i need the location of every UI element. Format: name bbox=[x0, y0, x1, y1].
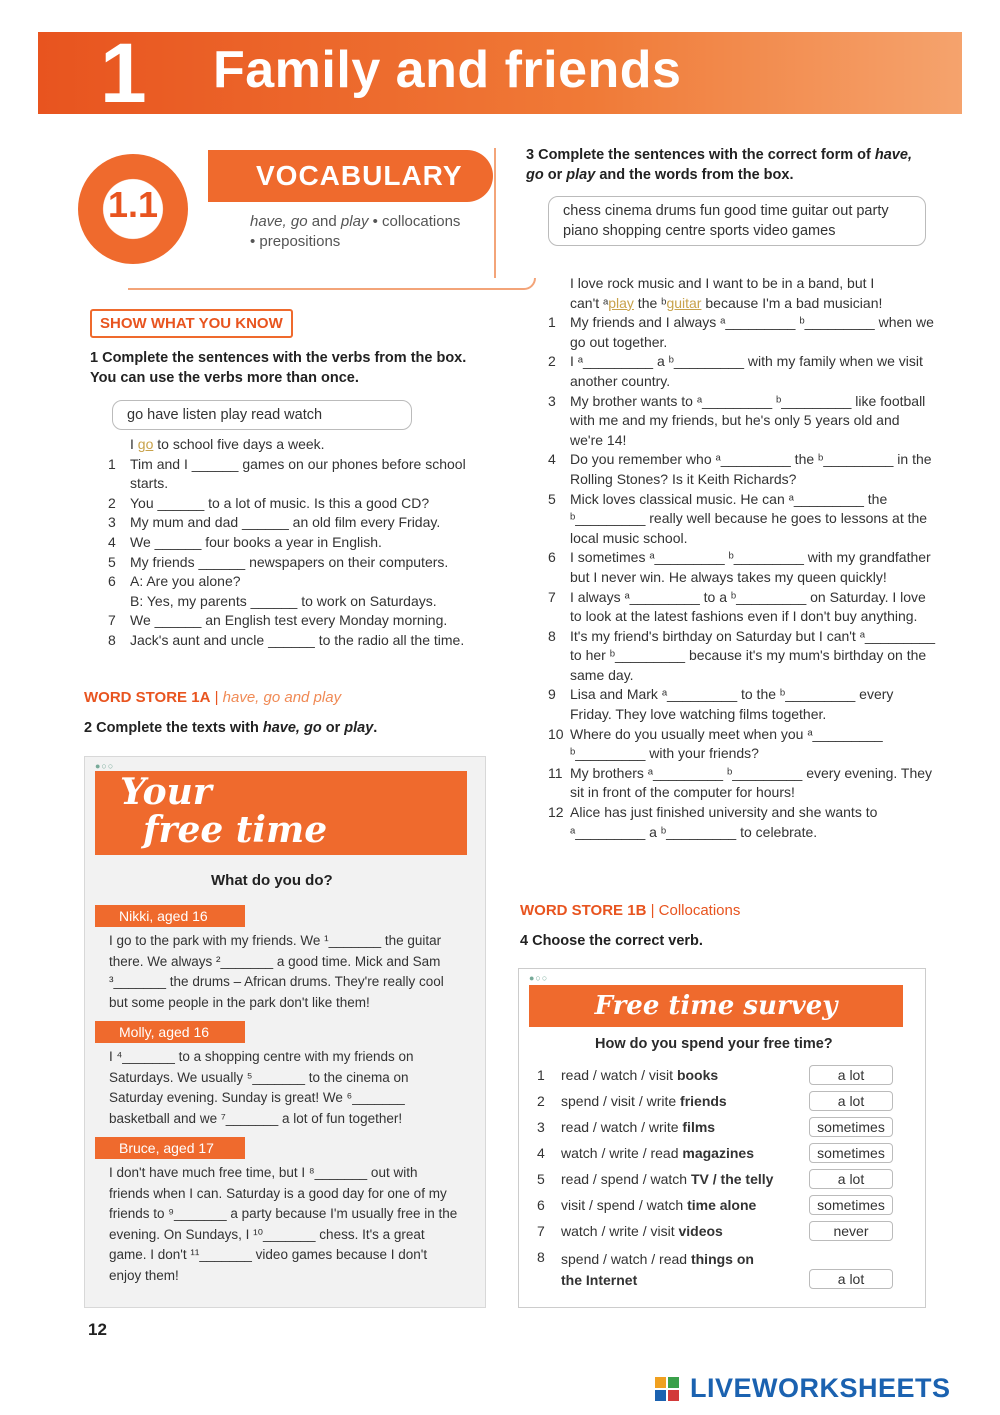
item-number: 5 bbox=[548, 490, 556, 507]
persona-text[interactable]: I go to the park with my friends. We ¹_______ the guitar there. We always ²_______ a good time. Mick and Sam ³_______ the drums – African drums. They're really cool but some people in the park don't like them! bbox=[109, 933, 444, 1010]
row-number: 7 bbox=[537, 1223, 545, 1239]
persona-text[interactable]: I ⁴_______ to a shopping centre with my friends on Saturdays. We usually ⁵_______ to the cinema on Saturday evening. Sunday is great! We ⁶_______ basketball and we ⁷_______ a lot of fun together! bbox=[109, 1049, 414, 1126]
verb-options[interactable]: watch / write / read bbox=[561, 1145, 683, 1161]
example-answer: go bbox=[137, 436, 154, 452]
item-number: 6 bbox=[548, 549, 556, 566]
ex1-list bbox=[104, 435, 484, 651]
example-text: I love rock music and I want to be in a band, but I bbox=[570, 275, 875, 291]
item-number: 2 bbox=[548, 353, 556, 370]
example-text: because I'm a bad musician! bbox=[701, 294, 883, 311]
header-line1: Your bbox=[120, 771, 212, 813]
row-noun: films bbox=[682, 1119, 716, 1135]
instr-words: have, go bbox=[526, 147, 912, 183]
word-store-label: WORD STORE 1A bbox=[84, 689, 211, 706]
row-number: 3 bbox=[537, 1119, 545, 1135]
worksheet-page bbox=[38, 0, 962, 1415]
instr-text: . bbox=[373, 720, 378, 736]
row-number: 2 bbox=[537, 1093, 545, 1109]
persona-text[interactable]: I don't have much free time, but I ⁸_______ out with friends when I can. Saturday is a good day for one of my friends to ⁹_______ a party because I'm usually free in the evening. On Sundays, I ¹⁰_______ chess. It's a great game. I don't ¹¹_______ video games because I don't enjoy them! bbox=[109, 1165, 458, 1283]
item-text: My friends and I always ᵃ_________ ᵇ_________ when we go out together. bbox=[570, 314, 934, 350]
row-number: 8 bbox=[537, 1249, 545, 1265]
lesson-badge bbox=[78, 154, 188, 264]
answer-box[interactable]: sometimes bbox=[809, 1195, 893, 1215]
example-answer: play bbox=[608, 294, 634, 311]
word-store-label: WORD STORE 1B bbox=[520, 902, 647, 919]
word-store-1a-heading bbox=[84, 689, 341, 706]
ex4-instructions: 4 Choose the correct verb. bbox=[520, 933, 703, 949]
item-number: 12 bbox=[548, 804, 564, 821]
liveworksheets-brand: LIVEWORKSHEETS bbox=[690, 1373, 951, 1403]
ex3-item[interactable] bbox=[544, 490, 936, 549]
ex3-item[interactable] bbox=[544, 627, 936, 686]
verb-options[interactable]: watch / write / visit bbox=[561, 1223, 679, 1239]
topic-collocations: • collocations bbox=[368, 213, 461, 230]
ex3-item[interactable] bbox=[544, 450, 936, 489]
persona-molly: Molly, aged 16 bbox=[95, 1021, 245, 1043]
instr-words: have, go bbox=[262, 720, 322, 736]
instr-text: 2 Complete the texts with bbox=[84, 720, 263, 736]
row-number: 1 bbox=[537, 1067, 545, 1083]
verb-options[interactable]: visit / spend / watch bbox=[561, 1197, 688, 1213]
verb-options[interactable]: spend / visit / write bbox=[561, 1093, 681, 1109]
unit-banner bbox=[38, 26, 962, 120]
instr-text: 3 Complete the sentences with the correct form of bbox=[526, 147, 875, 163]
row-noun: TV / the telly bbox=[690, 1171, 774, 1187]
instr-words: play bbox=[566, 167, 596, 183]
item-text: My mum and dad ______ an old film every Friday. bbox=[130, 514, 441, 531]
show-what-you-know-label: SHOW WHAT YOU KNOW bbox=[90, 309, 293, 338]
survey-title: Free time survey bbox=[594, 991, 838, 1021]
window-dots-icon: ●○○ bbox=[529, 973, 549, 983]
ex1-item[interactable] bbox=[104, 553, 484, 573]
persona-nikki: Nikki, aged 16 bbox=[95, 905, 245, 927]
example-text: I bbox=[130, 436, 138, 452]
column-divider bbox=[494, 148, 496, 278]
your-free-time-panel bbox=[84, 756, 486, 1308]
item-number: 5 bbox=[108, 553, 116, 570]
row-number: 6 bbox=[537, 1197, 545, 1213]
item-number: 3 bbox=[548, 392, 556, 409]
ex1-instructions: 1 Complete the sentences with the verbs from the box. You can use the verbs more than once. bbox=[90, 350, 467, 386]
item-number: 7 bbox=[548, 588, 556, 605]
ex3-list bbox=[544, 274, 936, 842]
topic-and: and bbox=[307, 213, 341, 230]
example-text: to school five days a week. bbox=[153, 436, 325, 452]
lesson-code: 1.1 bbox=[107, 184, 159, 225]
window-dots-icon: ●○○ bbox=[95, 761, 115, 771]
verb-options[interactable]: read / spend / watch bbox=[561, 1171, 691, 1187]
instr-text: or bbox=[321, 720, 345, 736]
ex2-instructions bbox=[84, 718, 484, 738]
item-number: 1 bbox=[548, 314, 556, 331]
instr-text: or bbox=[543, 167, 567, 183]
item-text: I always ᵃ_________ to a ᵇ_________ on Saturday. I love to look at the latest fashions even if I don't buy anything. bbox=[570, 588, 926, 625]
ex1-item[interactable] bbox=[104, 513, 484, 533]
item-text: Do you remember who ᵃ_________ the ᵇ_________ in the Rolling Stones? Is it Keith Richards? bbox=[570, 451, 932, 487]
ex1-item[interactable] bbox=[104, 611, 484, 631]
word-store-topic: have, go and play bbox=[222, 689, 342, 706]
item-text: We ______ an English test every Monday morning. bbox=[130, 612, 448, 629]
row-noun: videos bbox=[678, 1223, 723, 1239]
answer-box[interactable]: a lot bbox=[809, 1091, 893, 1111]
example-answer: guitar bbox=[666, 294, 702, 311]
item-text: I ᵃ_________ a ᵇ_________ with my family when we visit another country. bbox=[570, 353, 923, 389]
lesson-topics bbox=[250, 212, 460, 252]
survey-question: How do you spend your free time? bbox=[595, 1036, 833, 1052]
page-number: 12 bbox=[88, 1320, 107, 1339]
instr-text: and the words from the box. bbox=[595, 167, 794, 183]
item-number: 2 bbox=[108, 494, 116, 511]
word-store-1b-heading bbox=[520, 902, 740, 919]
ex3-item[interactable] bbox=[544, 588, 936, 627]
verb-options[interactable]: spend / watch / read bbox=[561, 1251, 691, 1267]
item-number: 11 bbox=[548, 764, 563, 781]
item-number: 1 bbox=[108, 455, 116, 472]
row-noun: friends bbox=[680, 1093, 727, 1109]
answer-box[interactable]: a lot bbox=[809, 1169, 893, 1189]
instr-words: play bbox=[344, 720, 374, 736]
unit-title: Family and friends bbox=[213, 41, 682, 99]
answer-box[interactable]: a lot bbox=[809, 1065, 893, 1085]
ex3-item[interactable] bbox=[544, 685, 936, 724]
item-number: 7 bbox=[108, 612, 116, 629]
ex3-instructions bbox=[526, 145, 926, 185]
item-number: 10 bbox=[548, 725, 564, 742]
your-free-time-header bbox=[95, 771, 467, 855]
ex3-item[interactable] bbox=[544, 313, 936, 352]
ex1-item bbox=[104, 572, 484, 592]
row-noun: magazines bbox=[682, 1145, 754, 1161]
header-line2: free time bbox=[143, 809, 328, 851]
answer-box[interactable]: never bbox=[809, 1221, 893, 1241]
item-text: Lisa and Mark ᵃ_________ to the ᵇ_________ every Friday. They love watching films together. bbox=[570, 686, 894, 723]
unit-number: 1 bbox=[100, 26, 147, 120]
ex3-item[interactable] bbox=[544, 392, 936, 451]
decorative-rule bbox=[128, 278, 536, 290]
item-text: My friends ______ newspapers on their computers. bbox=[130, 553, 449, 570]
ex1-item[interactable] bbox=[104, 631, 484, 651]
item-text: We ______ four books a year in English. bbox=[130, 533, 382, 550]
ex1-example bbox=[104, 435, 484, 455]
item-number: 8 bbox=[108, 631, 116, 648]
item-text: My brother wants to ᵃ_________ ᵇ_________ like football with me and my friends, but he's only 5 years old and we're 14! bbox=[570, 392, 926, 448]
ex1-item[interactable] bbox=[104, 494, 484, 514]
ex3-word-box: chess cinema drums fun good time guitar out party piano shopping centre sports video games bbox=[548, 196, 926, 246]
row-number: 5 bbox=[537, 1171, 545, 1187]
ex1-word-box: go have listen play read watch bbox=[112, 400, 412, 430]
survey-title-bar bbox=[529, 985, 903, 1027]
topic-prepositions: • prepositions bbox=[250, 233, 341, 250]
row-number: 4 bbox=[537, 1145, 545, 1161]
row-noun: books bbox=[676, 1067, 719, 1083]
item-number: 6 bbox=[108, 573, 116, 590]
ex3-item[interactable] bbox=[544, 352, 936, 391]
answer-box[interactable]: sometimes bbox=[809, 1117, 893, 1137]
item-text: Jack's aunt and uncle ______ to the radio all the time. bbox=[130, 631, 465, 648]
item-number: 3 bbox=[108, 514, 116, 531]
item-text: Mick loves classical music. He can ᵃ_________ the ᵇ_________ really well because he goes to lessons at the local music school. bbox=[570, 490, 928, 546]
item-text: My brothers ᵃ_________ ᵇ_________ every evening. They sit in front of the computer for hours! bbox=[570, 764, 933, 801]
item-text: Where do you usually meet when you ᵃ_________ ᵇ_________ with your friends? bbox=[570, 725, 883, 762]
item-number: 4 bbox=[548, 451, 556, 468]
item-text: It's my friend's birthday on Saturday but I can't ᵃ_________ to her ᵇ_________ because it's my mum's birthday on the same day. bbox=[570, 627, 935, 683]
ex1-item[interactable] bbox=[104, 533, 484, 553]
ex3-example bbox=[544, 274, 936, 313]
ex3-item[interactable] bbox=[544, 803, 936, 842]
item-text: You ______ to a lot of music. Is this a good CD? bbox=[130, 494, 430, 511]
row-noun: things on the Internet bbox=[561, 1251, 754, 1288]
verb-options[interactable]: read / watch / visit bbox=[561, 1067, 677, 1083]
topic-play: play bbox=[340, 213, 369, 230]
item-number: 4 bbox=[108, 533, 116, 550]
example-text: the ᵇ bbox=[633, 294, 667, 311]
item-text: A: Are you alone? bbox=[130, 573, 241, 590]
vocabulary-tag bbox=[208, 150, 493, 202]
item-number: 9 bbox=[548, 686, 556, 703]
answer-box[interactable]: a lot bbox=[809, 1269, 893, 1289]
ex1-item[interactable] bbox=[104, 592, 484, 612]
item-text: Tim and I ______ games on our phones before school starts. bbox=[130, 455, 466, 492]
ex1-item[interactable] bbox=[104, 455, 484, 494]
persona-bruce: Bruce, aged 17 bbox=[95, 1137, 245, 1159]
panel-question: What do you do? bbox=[211, 872, 333, 889]
free-time-survey-panel bbox=[518, 968, 926, 1308]
item-text: Alice has just finished university and she wants to ᵃ_________ a ᵇ_________ to celebrate. bbox=[570, 804, 878, 840]
item-text: B: Yes, my parents ______ to work on Saturdays. bbox=[130, 592, 437, 609]
ex3-item[interactable] bbox=[544, 725, 936, 764]
row-noun: time alone bbox=[687, 1197, 757, 1213]
answer-box[interactable]: sometimes bbox=[809, 1143, 893, 1163]
vocabulary-header bbox=[78, 150, 496, 290]
separator: | bbox=[646, 902, 659, 919]
item-text: I sometimes ᵃ_________ ᵇ_________ with my grandfather but I never win. He always takes my queen quickly! bbox=[570, 549, 931, 585]
item-number: 8 bbox=[548, 627, 556, 644]
liveworksheets-logo-icon bbox=[655, 1377, 679, 1401]
vocabulary-heading: VOCABULARY bbox=[256, 160, 463, 191]
word-store-topic: Collocations bbox=[658, 902, 741, 919]
separator: | bbox=[210, 689, 223, 706]
ex3-item[interactable] bbox=[544, 548, 936, 587]
ex3-item[interactable] bbox=[544, 764, 936, 803]
topic-have-go: have, go bbox=[250, 213, 308, 230]
example-text: can't ᵃ bbox=[570, 294, 609, 311]
verb-options[interactable]: read / watch / write bbox=[561, 1119, 683, 1135]
